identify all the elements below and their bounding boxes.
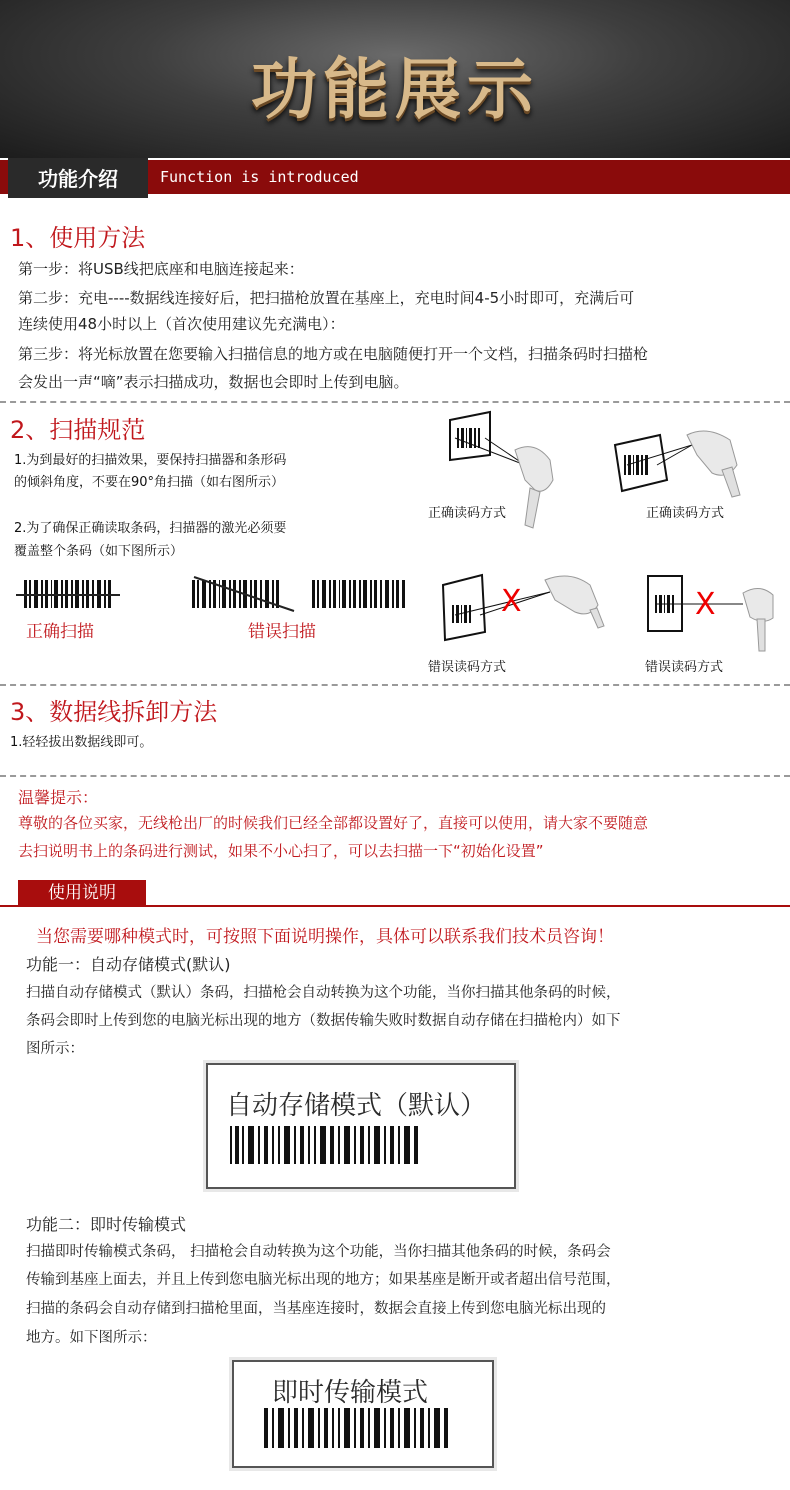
- scan-note1-line2: 的倾斜角度，不要在90°角扫描（如右图所示）: [14, 475, 285, 490]
- intro-subtitle: Function is introduced: [160, 168, 359, 186]
- correct-read-illustration-2: [612, 425, 752, 500]
- section-divider: [0, 684, 790, 686]
- mode1-text-line1: 扫描自动存储模式（默认）条码，扫描枪会自动转换为这个功能，当你扫描其他条码的时候，: [26, 985, 621, 1001]
- mode1-barcode: [228, 1126, 428, 1166]
- correct-read-caption-1: 正确读码方式: [428, 506, 507, 521]
- step3-text-line2: 会发出一声“嘀”表示扫描成功，数据也会即时上传到电脑。: [18, 373, 409, 391]
- usage-headline: 当您需要哪种模式时，可按照下面说明操作，具体可以联系我们技术员咨询！: [36, 927, 614, 947]
- mode2-text-line3: 扫描的条码会自动存储到扫描枪里面，当基座连接时，数据会直接上传到您电脑光标出现的: [26, 1301, 606, 1317]
- tips-title: 温馨提示：: [18, 788, 99, 807]
- section2-title: 2、扫描规范: [10, 416, 146, 444]
- section1-title: 1、使用方法: [10, 224, 146, 252]
- mode1-card-label: 自动存储模式（默认）: [226, 1091, 487, 1121]
- wrong-read-caption-2: 错误读码方式: [645, 660, 724, 675]
- correct-scan-label: 正确扫描: [26, 622, 94, 642]
- mode1-text-line2: 条码会即时上传到您的电脑光标出现的地方（数据传输失败时数据自动存储在扫描枪内）如下: [26, 1013, 621, 1029]
- scan-note2-line2: 覆盖整个条码（如下图所示）: [14, 544, 184, 559]
- wrong-scan-barcode-2: [312, 580, 405, 608]
- mode2-text-line2: 传输到基座上面去，并且上传到您电脑光标出现的地方；如果基座是断开或者超出信号范围，: [26, 1272, 621, 1288]
- mode2-text-line1: 扫描即时传输模式条码， 扫描枪会自动转换为这个功能，当你扫描其他条码的时候，条码会: [26, 1244, 611, 1260]
- banner-title: 功能展示: [251, 51, 539, 128]
- wrong-read-x-mark-1: X: [501, 584, 522, 619]
- scan-coverage-illustration: [14, 575, 414, 615]
- step1-text: 第一步：将USB线把底座和电脑连接起来：: [18, 260, 304, 278]
- intro-tab-label: 功能介绍: [38, 167, 118, 191]
- step2-text-line2: 连续使用48小时以上（首次使用建议先充满电）：: [18, 315, 345, 333]
- mode2-text-line4: 地方。如下图所示：: [26, 1330, 157, 1346]
- scan-note1-line1: 1.为到最好的扫描效果，要保持扫描器和条形码: [14, 453, 287, 468]
- mode1-title: 功能一：自动存储模式(默认): [26, 955, 231, 974]
- tips-text-line2: 去扫说明书上的条码进行测试，如果不小心扫了，可以去扫描一下“初始化设置”: [18, 842, 544, 860]
- usage-tab-label: 使用说明: [48, 883, 116, 903]
- step2-text-line1: 第二步：充电----数据线连接好后，把扫描枪放置在基座上，充电时间4-5小时即可，充满后可: [18, 289, 635, 307]
- section-divider: [0, 775, 790, 777]
- wrong-read-caption-1: 错误读码方式: [428, 660, 507, 675]
- mode2-title: 功能二：即时传输模式: [26, 1215, 187, 1234]
- tips-text-line1: 尊敬的各位买家，无线枪出厂的时候我们已经全部都设置好了，直接可以使用，请大家不要随意: [18, 814, 649, 832]
- mode1-text-line3: 图所示：: [26, 1041, 84, 1057]
- scan-note2-line1: 2.为了确保正确读取条码，扫描器的激光必须要: [14, 521, 287, 536]
- section3-note: 1.轻轻拔出数据线即可。: [10, 735, 153, 750]
- correct-read-caption-2: 正确读码方式: [646, 506, 725, 521]
- wrong-scan-label: 错误扫描: [248, 622, 316, 642]
- step3-text-line1: 第三步：将光标放置在您要输入扫描信息的地方或在电脑随便打开一个文档，扫描条码时扫描枪: [18, 345, 649, 363]
- wrong-read-x-mark-2: X: [695, 587, 716, 622]
- section3-title: 3、数据线拆卸方法: [10, 698, 218, 726]
- mode2-card-label: 即时传输模式: [272, 1378, 429, 1408]
- wrong-scan-barcode-1: [192, 580, 279, 608]
- section-divider: [0, 401, 790, 403]
- mode2-barcode: [262, 1408, 462, 1450]
- wrong-read-illustration-1: [440, 570, 610, 650]
